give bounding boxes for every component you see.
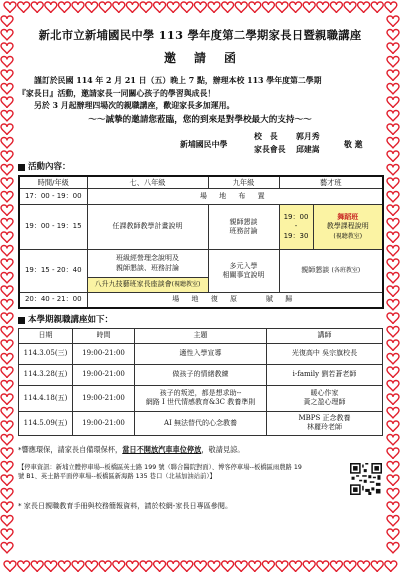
- col-header-speaker: 講師: [267, 328, 383, 343]
- heart-icon: [1, 462, 13, 473]
- heart-icon: [4, 2, 16, 13]
- teaching-plan-cell: 任課教師教學計畫說明: [87, 205, 208, 250]
- heart-icon: [1, 394, 13, 405]
- schedule-header-row: [19, 176, 383, 189]
- schedule-row-1915: [19, 250, 383, 278]
- cleanup-cell: 場 地 復 原 賦 歸: [87, 293, 383, 308]
- heart-icon: [45, 2, 57, 13]
- heart-icon: [1, 205, 13, 216]
- heart-icon: [31, 561, 43, 572]
- heart-icon: [290, 2, 302, 13]
- heart-icon: [154, 2, 166, 13]
- heart-icon: [86, 2, 98, 13]
- heart-icon: [387, 259, 399, 270]
- heart-icon: [290, 561, 302, 572]
- heart-icon: [371, 2, 383, 13]
- heart-icon: [1, 381, 13, 392]
- heart-icon: [387, 165, 399, 176]
- intro-line-1: 謹訂於民國 114 年 2 月 21 日（五）晚上 7 點，辦理本校 113 學年度第二學期: [34, 76, 322, 85]
- heart-icon: [387, 313, 399, 324]
- heart-icon: [262, 2, 274, 13]
- heart-icon: [358, 561, 370, 572]
- heart-icon: [387, 435, 399, 446]
- heart-icon: [276, 2, 288, 13]
- heart-icon: [387, 219, 399, 230]
- heart-icon: [1, 367, 13, 378]
- heart-icon: [387, 70, 399, 81]
- heart-icon: [358, 2, 370, 13]
- heart-icon: [1, 421, 13, 432]
- heart-icon: [140, 2, 152, 13]
- heart-icon: [330, 561, 342, 572]
- heart-icon: [1, 448, 13, 459]
- heart-icon: [387, 138, 399, 149]
- heart-icon: [1, 151, 13, 162]
- heart-icon: [317, 561, 329, 572]
- invitation-document: [18, 14, 382, 560]
- heart-icon: [1, 354, 13, 365]
- lecture-row: 114.4.18(五) 19:00-21:00 孩子的叛逆，都是想求助-- 網路 I 世代情感教育&3C 教養準則 暖心作家 黃之盈心理師: [19, 385, 383, 411]
- heart-icon: [1, 30, 13, 41]
- heart-icon: [387, 124, 399, 135]
- parent-chair-title: 家長會長: [254, 144, 286, 154]
- signature-block: [18, 131, 382, 159]
- admission-info-cell: 多元入學 相關事宜說明: [208, 250, 279, 293]
- heart-icon: [18, 561, 30, 572]
- lecture-row: 114.3.05(三) 19:00-21:00 適性入學宣導 光復高中 吳宗旗校長: [19, 343, 383, 364]
- heart-icon: [1, 273, 13, 284]
- heart-icon: [344, 2, 356, 13]
- square-bullet-icon: [18, 164, 25, 171]
- heart-icon: [72, 561, 84, 572]
- heart-icon: [58, 2, 70, 13]
- heart-icon: [167, 2, 179, 13]
- heart-icon: [72, 2, 84, 13]
- parent-chair-name: 邱建嵩: [296, 144, 320, 154]
- heart-icon: [387, 502, 399, 513]
- heart-icon: [140, 561, 152, 572]
- heart-icon: [1, 97, 13, 108]
- school-name: 新埔國民中學: [180, 139, 228, 149]
- heart-icon: [387, 327, 399, 338]
- heart-icon: [387, 489, 399, 500]
- heart-icon: [387, 475, 399, 486]
- heart-icon: [387, 43, 399, 54]
- footer-note: * 家長日親職教育手冊與校務簡報資料，請於校網-家長日專區參閱。: [18, 501, 233, 511]
- heart-icon: [249, 2, 261, 13]
- heart-icon: [317, 2, 329, 13]
- heart-icon: [1, 529, 13, 540]
- heart-icon: [387, 232, 399, 243]
- arts-dance-info: 舞蹈班 教學課程說明 (視聽教室): [314, 205, 383, 249]
- time-cell: 17：00 - 19：00: [19, 189, 87, 205]
- square-bullet-icon: [18, 317, 25, 324]
- heart-icon: [222, 2, 234, 13]
- heart-icon: [387, 192, 399, 203]
- heart-icon: [1, 165, 13, 176]
- heart-icon: [387, 273, 399, 284]
- heart-icon: [99, 2, 111, 13]
- heart-icon: [303, 561, 315, 572]
- parking-info: 【停車資訊：新埔立體停車場--板橋區英士路 199 號（聯合醫院對面）、博客停車場--板橋區雨農路 19 號 B1、英士路平面停車場--板橋區新海路 135 巷口（北基加油站前）】: [18, 463, 382, 497]
- heart-icon: [167, 561, 179, 572]
- heart-icon: [249, 561, 261, 572]
- col-header-date: 日期: [19, 328, 73, 343]
- col-header-time: 時間/年級: [19, 176, 87, 189]
- heart-icon: [387, 97, 399, 108]
- col-header-grade78: 七、八年級: [87, 176, 208, 189]
- heart-icon: [1, 300, 13, 311]
- heart-icon: [1, 124, 13, 135]
- heart-icon: [31, 2, 43, 13]
- heart-icon: [385, 2, 397, 13]
- intro-paragraph: [18, 75, 382, 113]
- heart-icon: [4, 561, 16, 572]
- heart-icon: [1, 435, 13, 446]
- schedule-label: 活動內容：: [18, 162, 382, 173]
- heart-icon: [1, 43, 13, 54]
- heart-icon: [1, 286, 13, 297]
- heart-icon: [387, 84, 399, 95]
- grade9-meeting-cell: 親師懇談 班務討論: [208, 205, 279, 250]
- heart-icon: [387, 516, 399, 527]
- schedule-row-cleanup: [19, 293, 383, 308]
- heart-icon: [222, 561, 234, 572]
- lectures-header-row: [19, 328, 383, 343]
- closing-text: 敬 邀: [344, 139, 363, 149]
- heart-icon: [194, 2, 206, 13]
- col-header-grade9: 九年級: [208, 176, 279, 189]
- heart-icon: [113, 561, 125, 572]
- heart-icon: [45, 561, 57, 572]
- arts-meeting-cell: 親師懇談 (各班教室): [279, 250, 383, 293]
- heart-icon: [1, 246, 13, 257]
- slogan: ～～誠摯的邀請您蒞臨，您的到來是對學校最大的支持～～: [88, 114, 312, 125]
- heart-icon: [387, 408, 399, 419]
- lectures-table: [18, 328, 383, 436]
- schedule-table: [18, 175, 384, 309]
- heart-icon: [235, 2, 247, 13]
- heart-icon: [1, 475, 13, 486]
- lectures-label: 本學期親職講座如下：: [18, 315, 382, 326]
- environment-note: *響應環保，請家長自備環保杯，當日不開放汽車車位停放，敬請見諒。: [18, 444, 245, 454]
- heart-icon: [387, 151, 399, 162]
- heart-icon: [387, 543, 399, 554]
- heart-icon: [86, 561, 98, 572]
- heart-icon: [126, 2, 138, 13]
- heart-icon: [387, 57, 399, 68]
- heart-icon: [387, 246, 399, 257]
- heart-icon: [208, 561, 220, 572]
- heart-icon: [99, 561, 111, 572]
- document-subtitle: 邀請函: [163, 51, 254, 65]
- heart-icon: [1, 543, 13, 554]
- vocational-meeting-cell: 八升九技藝班家長座談會(視聽教室): [87, 278, 208, 293]
- heart-icon: [330, 2, 342, 13]
- heart-icon: [387, 462, 399, 473]
- no-parking-notice: 當日不開放汽車車位停放: [122, 444, 202, 454]
- heart-icon: [371, 561, 383, 572]
- heart-icon: [387, 30, 399, 41]
- heart-icon: [1, 340, 13, 351]
- col-header-arts: 藝才班: [279, 176, 383, 189]
- heart-icon: [1, 138, 13, 149]
- heart-icon: [385, 561, 397, 572]
- heart-icon: [276, 561, 288, 572]
- heart-icon: [387, 286, 399, 297]
- heart-icon: [181, 561, 193, 572]
- heart-icon: [1, 232, 13, 243]
- time-cell: 19：15 - 20：40: [19, 250, 87, 293]
- heart-icon: [1, 327, 13, 338]
- setup-cell: 場 地 布 置: [87, 189, 383, 205]
- heart-icon: [387, 367, 399, 378]
- intro-line-3: 另於 3 月起辦理四場次的親職講座，歡迎家長多加運用。: [34, 101, 235, 111]
- heart-icon: [303, 2, 315, 13]
- time-cell: 20：40 - 21：00: [19, 293, 87, 308]
- heart-icon: [1, 219, 13, 230]
- heart-icon: [1, 192, 13, 203]
- heart-icon: [1, 57, 13, 68]
- heart-icon: [387, 529, 399, 540]
- heart-icon: [387, 448, 399, 459]
- heart-icon: [1, 178, 13, 189]
- heart-icon: [387, 421, 399, 432]
- col-header-time: 時間: [73, 328, 135, 343]
- heart-icon: [1, 111, 13, 122]
- class-management-cell: 班級經營理念說明及 親師懇談、班務討論: [87, 250, 208, 278]
- col-header-topic: 主題: [135, 328, 267, 343]
- heart-icon: [387, 178, 399, 189]
- principal-name: 郭月秀: [296, 131, 320, 141]
- heart-icon: [387, 205, 399, 216]
- heart-icon: [1, 408, 13, 419]
- arts-dance-cell: [279, 205, 383, 250]
- qr-code-icon[interactable]: [350, 463, 382, 495]
- lecture-row: 114.5.09(五) 19:00-21:00 AI 無法替代的心念教養 MBPS 正念教養 林麗玲老師: [19, 411, 383, 435]
- heart-icon: [58, 561, 70, 572]
- lecture-row: 114.3.28(五) 19:00-21:00 做孩子的情緒教練 i-family 劉若蒼老師: [19, 364, 383, 385]
- heart-icon: [1, 84, 13, 95]
- intro-line-2: 『家長日』活動，邀請家長一同關心孩子的學習與成長！: [18, 88, 216, 98]
- heart-icon: [194, 561, 206, 572]
- heart-icon: [154, 561, 166, 572]
- time-cell: 19：00 - 19：15: [19, 205, 87, 250]
- heart-icon: [1, 502, 13, 513]
- heart-icon: [387, 16, 399, 27]
- heart-icon: [387, 394, 399, 405]
- heart-icon: [387, 381, 399, 392]
- heart-icon: [387, 340, 399, 351]
- heart-icon: [387, 354, 399, 365]
- heart-icon: [262, 561, 274, 572]
- heart-icon: [126, 561, 138, 572]
- principal-title: 校 長: [254, 131, 278, 141]
- heart-icon: [1, 516, 13, 527]
- heart-icon: [18, 2, 30, 13]
- schedule-row-1900: [19, 205, 383, 250]
- heart-icon: [1, 70, 13, 81]
- heart-icon: [235, 561, 247, 572]
- document-title: 新北市立新埔國民中學 113 學年度第二學期家長日暨親職講座: [38, 28, 362, 42]
- heart-icon: [113, 2, 125, 13]
- heart-icon: [1, 16, 13, 27]
- heart-icon: [387, 111, 399, 122]
- heart-icon: [208, 2, 220, 13]
- heart-icon: [344, 561, 356, 572]
- schedule-row-setup: [19, 189, 383, 205]
- heart-icon: [1, 313, 13, 324]
- heart-icon: [181, 2, 193, 13]
- arts-time: 19：00 - 19：30: [280, 205, 314, 249]
- heart-icon: [1, 489, 13, 500]
- heart-icon: [387, 300, 399, 311]
- heart-icon: [1, 259, 13, 270]
